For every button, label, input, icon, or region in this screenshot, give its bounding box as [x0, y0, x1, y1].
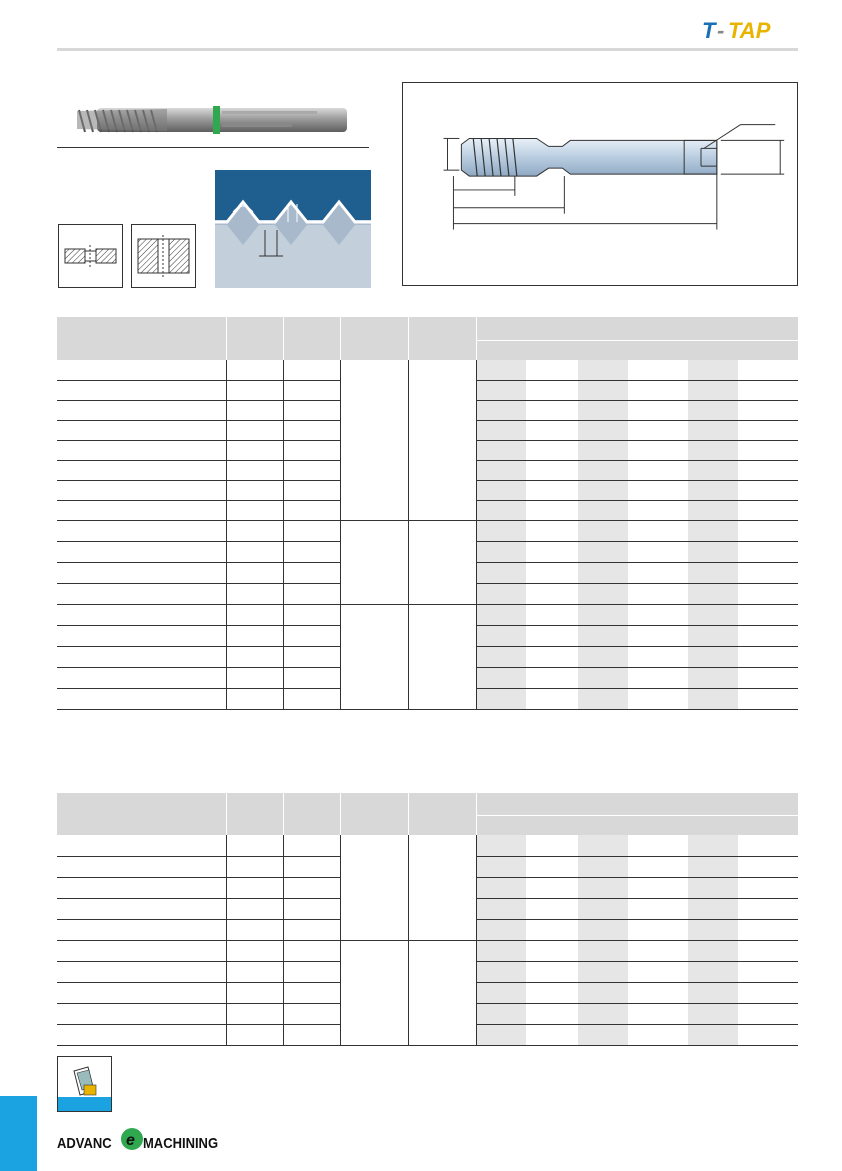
col-header-3 — [340, 793, 408, 835]
svg-text:-: - — [717, 18, 725, 43]
advance-machining-logo — [57, 1127, 227, 1153]
col-header-sub — [476, 815, 798, 835]
col-header-1 — [226, 317, 283, 360]
spec-table-2 — [57, 793, 799, 1046]
col-header-1 — [226, 793, 283, 835]
through-hole-icon — [58, 224, 123, 288]
col-header-sub — [476, 340, 798, 360]
col-header-3 — [340, 317, 408, 360]
thread-profile-icon — [215, 170, 371, 288]
col-header-group — [476, 793, 798, 815]
table-row — [57, 940, 798, 961]
svg-text:MACHINING: MACHINING — [143, 1135, 219, 1152]
svg-text:ADVANC: ADVANC — [57, 1135, 112, 1152]
col-header-4 — [408, 793, 476, 835]
side-tab — [0, 1096, 37, 1171]
photo-rule — [57, 147, 369, 148]
svg-text:TAP: TAP — [728, 18, 771, 43]
blind-hole-icon — [131, 224, 196, 288]
header-rule — [57, 48, 798, 51]
table-row — [57, 520, 798, 541]
svg-text:T: T — [702, 18, 716, 43]
col-header-4 — [408, 317, 476, 360]
table-row — [57, 835, 798, 856]
col-header-2 — [283, 317, 340, 360]
table-row — [57, 360, 798, 380]
table-row — [57, 604, 798, 625]
svg-text:e: e — [126, 1132, 135, 1149]
col-header-size — [57, 317, 226, 360]
col-header-group — [476, 317, 798, 340]
col-header-2 — [283, 793, 340, 835]
spec-table-1 — [57, 317, 799, 710]
t-tap-logo — [700, 14, 800, 44]
tap-dimension-drawing — [402, 82, 798, 286]
col-header-size — [57, 793, 226, 835]
spiral-point-tap-photo — [57, 78, 369, 164]
catalog-note-icon — [57, 1056, 112, 1112]
